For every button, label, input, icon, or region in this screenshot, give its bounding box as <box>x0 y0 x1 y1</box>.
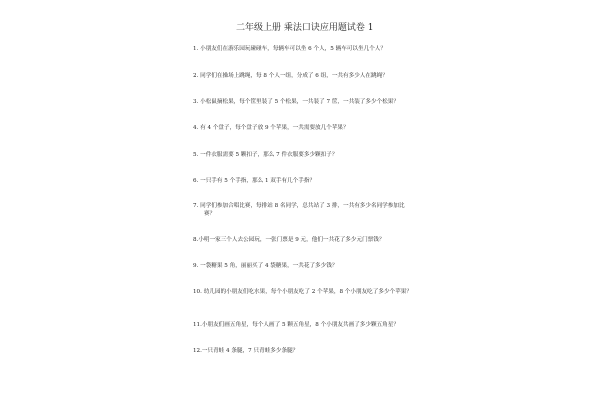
question-1: 1. 小朋友们在游乐园玩碰碰车，每辆车可以坐 6 个人，5 辆车可以坐几个人？ <box>193 46 386 52</box>
question-4: 4. 有 4 个盘子，每个盘子放 9 个苹果，一共需要放几个苹果？ <box>193 125 349 131</box>
worksheet-title: 二年级上册 乘法口诀应用题试卷 1 <box>236 23 374 33</box>
question-2: 2. 同学们在操场上跳绳，每 8 个人一组，分成了 6 组，一共有多少人在跳绳？ <box>193 73 388 79</box>
question-8: 8.小明一家三个人去公园玩，一张门票是 9 元，他们一共花了多少元门票钱？ <box>193 237 385 243</box>
question-7-continuation: 赛？ <box>204 211 216 217</box>
question-10: 10. 幼儿园的小朋友们吃水果，每个小朋友吃了 2 个苹果，8 个小朋友吃了多少个苹果？ <box>193 289 412 295</box>
question-3: 3. 小松鼠摘松果，每个筐里装了 5 个松果，一共装了 7 筐，一共装了多少个松果？ <box>193 99 399 105</box>
question-7: 7. 同学们参加合唱比赛，每排站 8 名同学，总共站了 3 排，一共有多少名同学参加比 <box>193 203 405 209</box>
question-5: 5. 一件衣服需要 5 颗扣子，那么 7 件衣服要多少颗扣子？ <box>193 152 338 158</box>
question-9: 9. 一袋糖果 5 角，丽丽买了 4 袋糖果，一共花了多少钱？ <box>193 263 338 269</box>
question-11: 11.小朋友们画五角星，每个人画了 5 颗五角星，8 个小朋友共画了多少颗五角星？ <box>193 322 399 328</box>
question-6: 6. 一只手有 5 个手指，那么 1 双手有几个手指？ <box>193 178 316 184</box>
question-12: 12.一只青蛙 4 条腿，7 只青蛙多少条腿？ <box>193 348 299 354</box>
